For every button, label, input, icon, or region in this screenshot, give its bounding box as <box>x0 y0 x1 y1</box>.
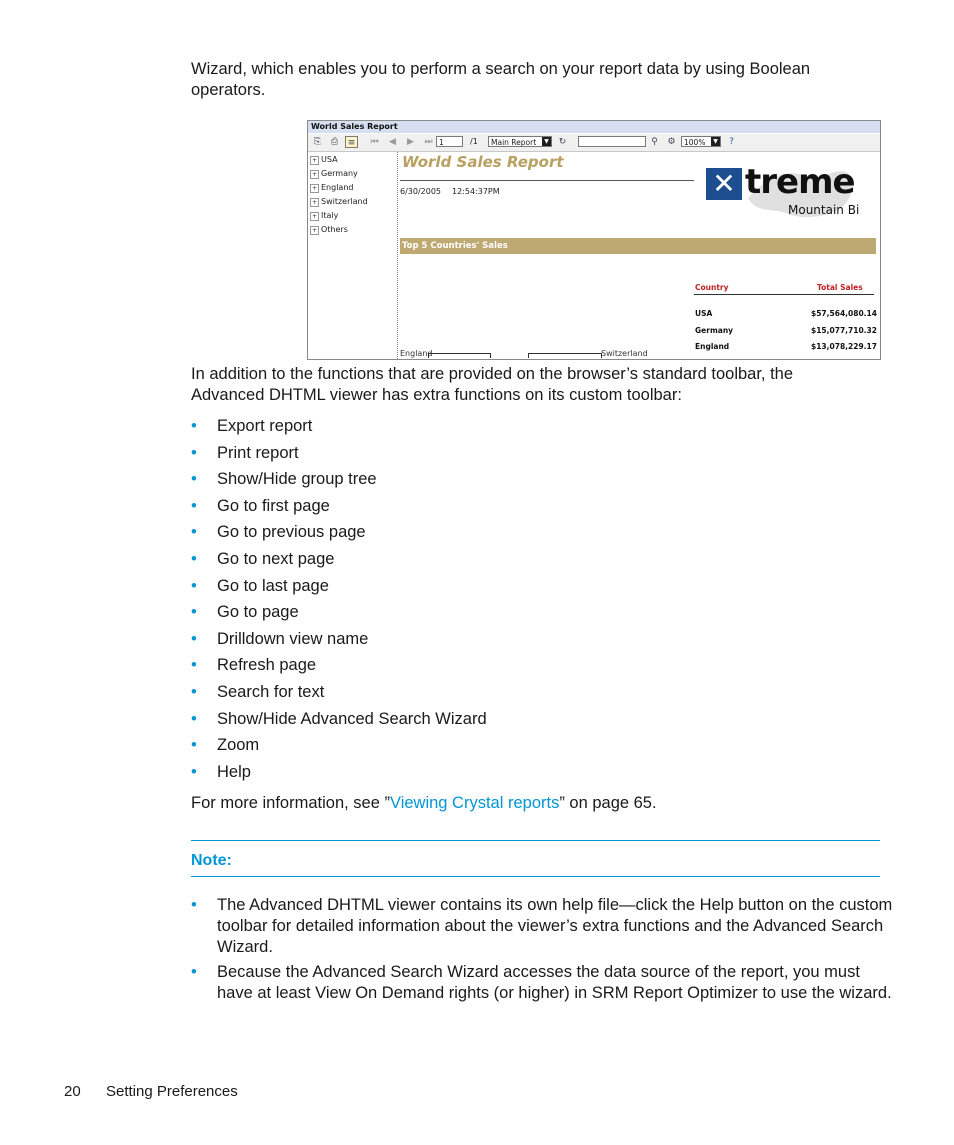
bullet-icon: • <box>191 762 197 781</box>
bullet-icon: • <box>191 443 197 462</box>
expand-icon: + <box>311 171 318 178</box>
bullet-icon: • <box>191 896 197 914</box>
tree-node[interactable]: + Others <box>311 225 348 234</box>
tree-node[interactable]: + Switzerland <box>311 197 368 206</box>
divider <box>400 180 694 181</box>
first-page-icon[interactable]: ⏮ <box>370 137 379 147</box>
list-item: • Go to previous page <box>191 523 366 542</box>
bullet-icon: • <box>191 576 197 595</box>
logo-text: treme <box>745 162 855 202</box>
list-item: • Export report <box>191 417 313 435</box>
expand-icon: + <box>311 185 318 192</box>
viewer-toolbar <box>308 134 880 152</box>
list-item: • Help <box>191 762 251 781</box>
list-item: • Refresh page <box>191 656 317 675</box>
viewing-crystal-reports-link[interactable]: Viewing Crystal reports <box>389 794 560 812</box>
table-cell-sales: $13,078,229.17 <box>811 342 877 351</box>
window-title: World Sales Report <box>308 121 880 133</box>
previous-page-icon[interactable]: ◀ <box>389 137 396 147</box>
more-info-paragraph: For more information, see ”Viewing Crystal reports” on page 65. <box>191 794 657 812</box>
list-item: • Go to last page <box>191 576 329 595</box>
addition-line-1: In addition to the functions that are provided on the browser’s standard toolbar, the <box>191 365 794 383</box>
logo-subtitle: Mountain Bi <box>788 203 860 217</box>
advanced-search-icon[interactable]: ⚙ <box>667 137 676 147</box>
print-icon[interactable]: ⎙ <box>330 137 339 147</box>
chart-bar-outline <box>528 353 602 358</box>
list-item: • Show/Hide Advanced Search Wizard <box>191 709 487 728</box>
last-page-icon[interactable]: ⏭ <box>424 137 433 147</box>
bullet-icon: • <box>191 736 197 755</box>
bullet-icon: • <box>191 470 197 489</box>
bullet-icon: • <box>191 549 197 568</box>
next-page-icon[interactable]: ▶ <box>407 137 414 147</box>
list-item: • Go to next page <box>191 549 335 568</box>
page-number-input[interactable]: 1 <box>436 136 463 147</box>
toolbar-intro-paragraph <box>191 364 871 406</box>
expand-icon: + <box>311 213 318 220</box>
note-heading: Note: <box>191 852 232 869</box>
note-bottom-rule <box>191 876 880 877</box>
bullet-icon: • <box>191 417 197 435</box>
table-cell-sales: $15,077,710.32 <box>811 326 877 335</box>
table-cell-country: England <box>695 342 730 351</box>
help-icon[interactable]: ? <box>729 137 734 147</box>
section-band: Top 5 Countries' Sales <box>400 238 876 254</box>
search-text-input[interactable] <box>578 136 646 147</box>
page-number: 20 <box>64 1083 81 1100</box>
bullet-icon: • <box>191 603 197 622</box>
list-item: • Because the Advanced Search Wizard accesses the data source of the report, you must have at least View On Demand rights (or higher) in SRM Report Optimizer to use the wizard. <box>191 963 892 1002</box>
tree-node[interactable]: + England <box>311 183 354 192</box>
bullet-icon: • <box>191 629 197 648</box>
chevron-down-icon: ▼ <box>711 137 720 146</box>
view-select[interactable] <box>488 136 552 147</box>
header-rule <box>694 294 874 295</box>
tree-node[interactable]: + USA <box>311 155 338 164</box>
report-title: World Sales Report <box>402 153 564 171</box>
export-icon[interactable]: ⎘ <box>313 137 322 147</box>
toolbar-functions-list <box>191 416 487 788</box>
search-icon[interactable]: ⚲ <box>651 137 658 147</box>
report-viewer-screenshot <box>307 120 881 360</box>
list-item: • Show/Hide group tree <box>191 470 377 489</box>
report-pane <box>398 152 880 359</box>
intro-paragraph <box>191 59 871 101</box>
bullet-icon: • <box>191 963 197 981</box>
chart-bar-outline <box>428 353 491 358</box>
bullet-icon: • <box>191 496 197 515</box>
note-list <box>191 895 897 1008</box>
chart-label: Switzerland <box>601 349 648 358</box>
list-item: • Drilldown view name <box>191 629 369 648</box>
list-item: • Go to page <box>191 603 299 622</box>
report-date: 6/30/2005 <box>400 187 442 196</box>
refresh-icon[interactable]: ↻ <box>558 137 567 147</box>
expand-icon: + <box>311 227 318 234</box>
bullet-icon: • <box>191 682 197 701</box>
tree-node[interactable]: + Italy <box>311 211 339 220</box>
list-item: • Go to first page <box>191 496 330 515</box>
zoom-select[interactable] <box>681 136 721 147</box>
column-header-country: Country <box>695 283 729 292</box>
view-select-value: Main Report <box>491 138 537 147</box>
page-total: /1 <box>470 137 478 146</box>
zoom-select-value: 100% <box>684 138 706 147</box>
group-tree-icon[interactable]: ≡ <box>345 136 358 148</box>
column-header-total-sales: Total Sales <box>817 283 863 292</box>
addition-line-2: Advanced DHTML viewer has extra functions on its custom toolbar: <box>191 386 682 404</box>
expand-icon: + <box>311 199 318 206</box>
list-item: • Zoom <box>191 736 260 755</box>
intro-line-2: operators. <box>191 81 266 99</box>
chevron-down-icon: ▼ <box>542 137 551 146</box>
bullet-icon: • <box>191 656 197 675</box>
list-item: • Print report <box>191 443 299 462</box>
logo-x-icon: ✕ <box>706 168 742 200</box>
chart-label: England <box>400 349 433 358</box>
list-item: • The Advanced DHTML viewer contains its own help file—click the Help button on the custom toolbar for detailed information about the viewer’s extra functions and the Advanced Search Wizard. <box>191 896 893 956</box>
footer-section-title: Setting Preferences <box>106 1083 238 1100</box>
bullet-icon: • <box>191 709 197 728</box>
report-time: 12:54:37PM <box>452 187 500 196</box>
tree-node[interactable]: + Germany <box>311 169 358 178</box>
expand-icon: + <box>311 157 318 164</box>
intro-line-1: Wizard, which enables you to perform a search on your report data by using Boolean <box>191 60 811 78</box>
bullet-icon: • <box>191 523 197 542</box>
table-cell-country: Germany <box>695 326 734 335</box>
table-cell-sales: $57,564,080.14 <box>811 309 877 318</box>
table-cell-country: USA <box>695 309 713 318</box>
group-tree <box>308 152 398 359</box>
note-top-rule <box>191 840 880 841</box>
list-item: • Search for text <box>191 682 325 701</box>
